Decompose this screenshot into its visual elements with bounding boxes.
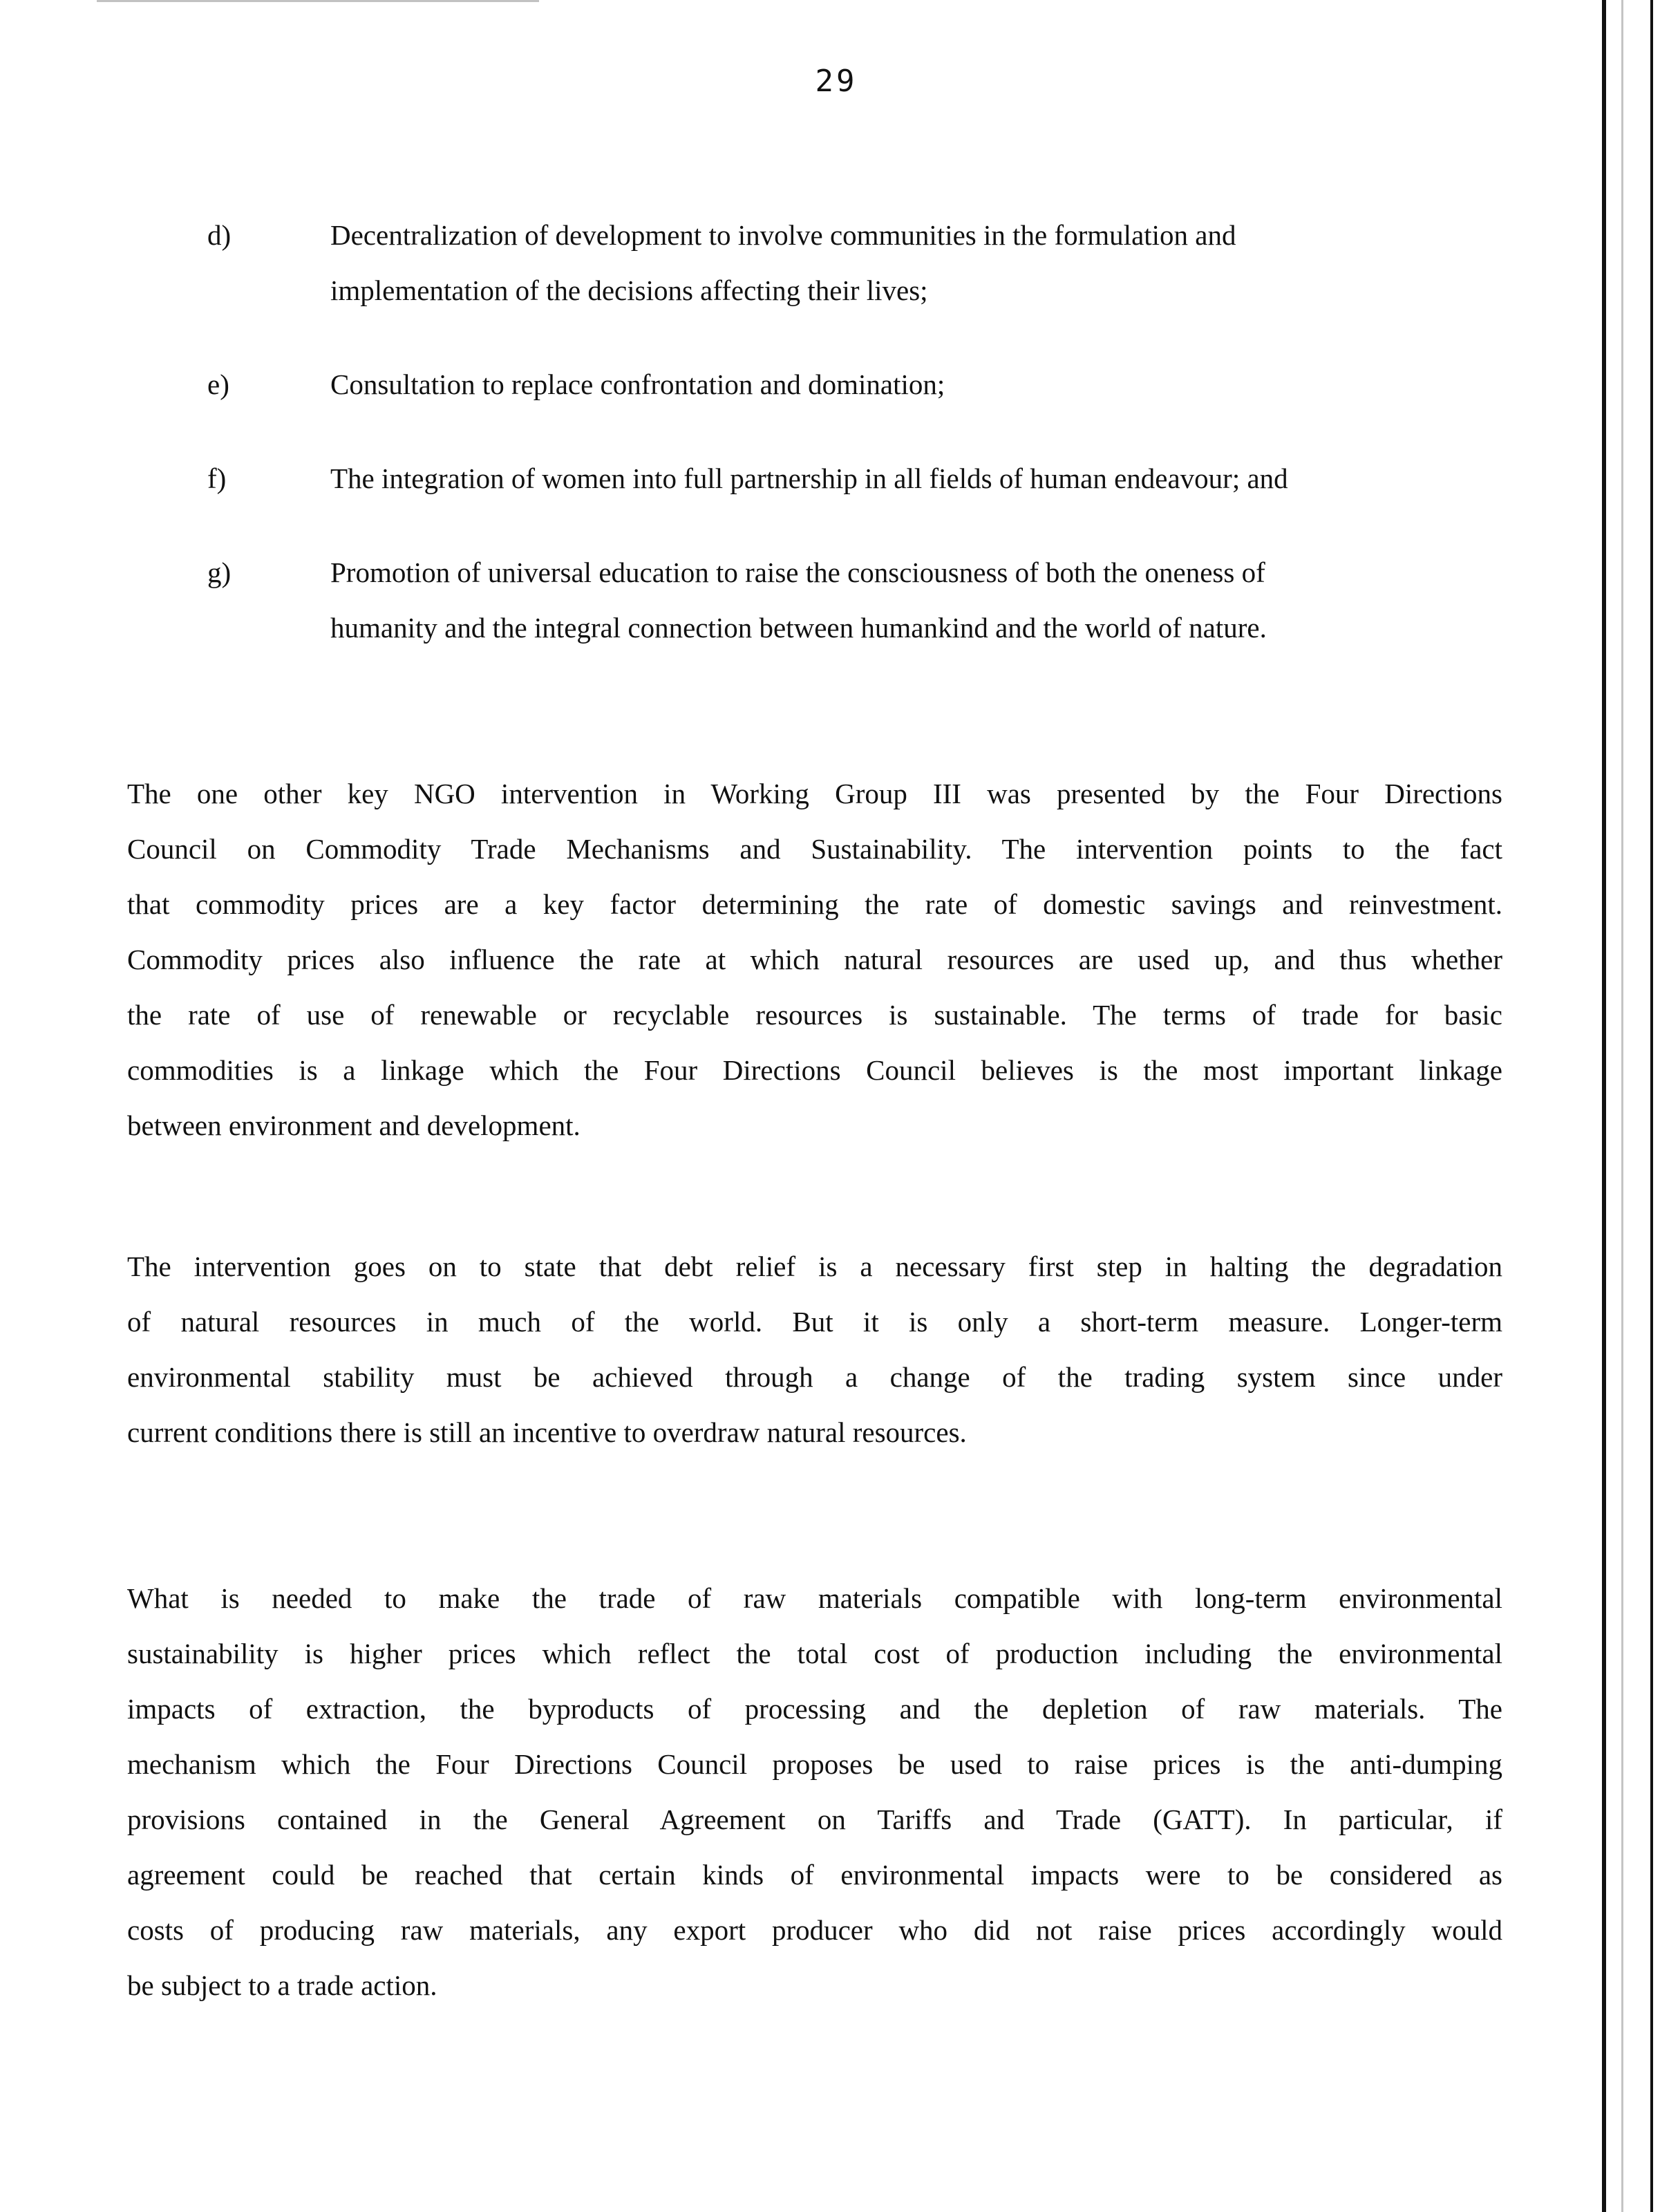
text-line: environmental stability must be achieved through a change of the trading system since under [127,1361,1502,1393]
text-line: Promotion of universal education to raise the consciousness of both the oneness of [330,556,1265,588]
list-item-text [330,451,1505,506]
list-marker: f) [207,462,227,494]
text-line: current conditions there is still an incentive to overdraw natural resources. [127,1416,967,1448]
binding-rule [1650,0,1653,2212]
text-line: costs of producing raw materials, any export producer who did not raise prices accordingly would [127,1914,1502,1946]
text-line: the rate of use of renewable or recyclable resources is sustainable. The terms of trade for basic [127,999,1502,1031]
text-line: between environment and development. [127,1109,581,1141]
body-paragraph-debt-relief [127,1239,1502,1460]
body-paragraph-raw-materials-trade [127,1571,1502,2013]
text-line: Council on Commodity Trade Mechanisms and Sustainability. The intervention points to the fact [127,833,1502,865]
list-item-text [330,207,1505,318]
text-line: mechanism which the Four Directions Council proposes be used to raise prices is the anti-dumping [127,1748,1502,1780]
text-line: The one other key NGO intervention in Working Group III was presented by the Four Directions [127,778,1502,809]
text-line: be subject to a trade action. [127,1969,437,2001]
text-line: provisions contained in the General Agreement on Tariffs and Trade (GATT). In particular, if [127,1803,1502,1835]
text-line: that commodity prices are a key factor determining the rate of domestic savings and reinvestment. [127,888,1502,920]
text-line: Decentralization of development to involve communities in the formulation and [330,219,1236,251]
text-line: impacts of extraction, the byproducts of processing and the depletion of raw materials. The [127,1693,1502,1725]
text-line: The intervention goes on to state that debt relief is a necessary first step in halting the degradation [127,1250,1502,1282]
list-item-d [207,207,1520,318]
text-line: Commodity prices also influence the rate at which natural resources are used up, and thus whether [127,944,1502,975]
list-item-g [207,545,1520,655]
text-line: Consultation to replace confrontation and domination; [330,368,945,400]
text-line: The integration of women into full partnership in all fields of human endeavour; and [330,462,1288,494]
list-item-e [207,357,1520,412]
binding-rule [1621,0,1623,2212]
text-line: What is needed to make the trade of raw materials compatible with long-term environmental [127,1582,1502,1614]
list-marker: e) [207,368,229,400]
text-line: humanity and the integral connection between humankind and the world of nature. [330,612,1267,644]
binding-rule [1602,0,1606,2212]
numbered-list [207,207,1520,694]
right-binding-edge [1601,0,1660,2212]
list-item-text [330,357,1505,412]
text-line: sustainability is higher prices which reflect the total cost of production including the environmental [127,1638,1502,1669]
text-line: commodities is a linkage which the Four Directions Council believes is the most important linkage [127,1054,1502,1086]
list-marker: d) [207,219,232,251]
text-line: of natural resources in much of the world. But it is only a short-term measure. Longer-term [127,1306,1502,1338]
top-scan-rule [97,0,539,2]
text-line: agreement could be reached that certain kinds of environmental impacts were to be considered as [127,1859,1502,1891]
list-marker: g) [207,556,232,588]
page-number: 29 [815,64,858,99]
body-paragraph-four-directions-intervention [127,766,1502,1153]
text-line: implementation of the decisions affecting their lives; [330,274,928,306]
list-item-text [330,545,1505,655]
list-item-f [207,451,1520,506]
